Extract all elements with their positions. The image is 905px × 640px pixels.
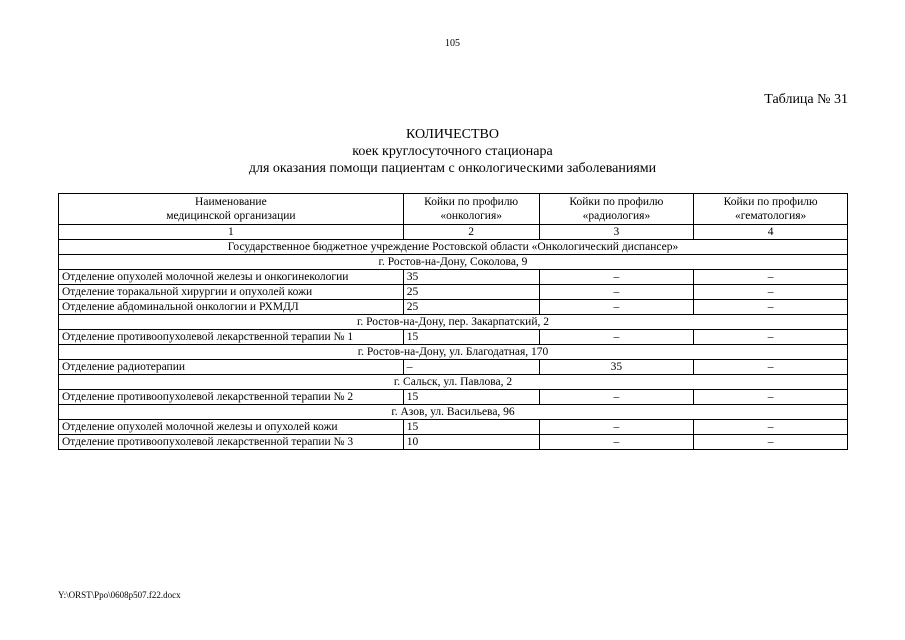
oncology-value: –	[403, 360, 539, 375]
table-row	[59, 435, 848, 450]
address-row	[59, 405, 848, 420]
address: г. Азов, ул. Васильева, 96	[59, 405, 848, 420]
table-label: Таблица № 31	[764, 92, 848, 107]
title-line-2: коек круглосуточного стационара	[352, 144, 553, 159]
oncology-value: 25	[403, 285, 539, 300]
organization-row	[59, 240, 848, 255]
hematology-value: –	[694, 270, 848, 285]
hematology-value: –	[694, 390, 848, 405]
radiology-value: –	[539, 330, 694, 345]
header-hematology-beds: Койки по профилю «гематология»	[694, 194, 848, 225]
hematology-value: –	[694, 420, 848, 435]
hematology-value: –	[694, 300, 848, 315]
hematology-value: –	[694, 330, 848, 345]
radiology-value: –	[539, 300, 694, 315]
header-radiology-beds: Койки по профилю «радиология»	[539, 194, 694, 225]
table-row	[59, 360, 848, 375]
table-row	[59, 420, 848, 435]
radiology-value: 35	[539, 360, 694, 375]
address-row	[59, 255, 848, 270]
radiology-value: –	[539, 285, 694, 300]
department-name: Отделение торакальной хирургии и опухолей кожи	[59, 285, 404, 300]
oncology-value: 15	[403, 390, 539, 405]
address: г. Ростов-на-Дону, ул. Благодатная, 170	[59, 345, 848, 360]
hematology-value: –	[694, 360, 848, 375]
document-title	[0, 126, 905, 177]
table-row	[59, 330, 848, 345]
department-name: Отделение абдоминальной онкологии и РХМДЛ	[59, 300, 404, 315]
hematology-value: –	[694, 285, 848, 300]
department-name: Отделение радиотерапии	[59, 360, 404, 375]
oncology-value: 15	[403, 330, 539, 345]
column-number-row	[59, 225, 848, 240]
table-row	[59, 270, 848, 285]
title-line-1: КОЛИЧЕСТВО	[406, 127, 499, 142]
beds-table	[58, 193, 848, 450]
department-name: Отделение опухолей молочной железы и онкогинекологии	[59, 270, 404, 285]
department-name: Отделение противоопухолевой лекарственной терапии № 1	[59, 330, 404, 345]
department-name: Отделение опухолей молочной железы и опухолей кожи	[59, 420, 404, 435]
radiology-value: –	[539, 435, 694, 450]
oncology-value: 15	[403, 420, 539, 435]
title-line-3: для оказания помощи пациентам с онкологическими заболеваниями	[248, 161, 657, 176]
table-row	[59, 300, 848, 315]
address-row	[59, 315, 848, 330]
file-path-footer: Y:\ORST\Ppo\0608p507.f22.docx	[58, 590, 181, 600]
address: г. Ростов-на-Дону, Соколова, 9	[59, 255, 848, 270]
radiology-value: –	[539, 390, 694, 405]
hematology-value: –	[694, 435, 848, 450]
header-oncology-beds: Койки по профилю «онкология»	[403, 194, 539, 225]
address-row	[59, 345, 848, 360]
oncology-value: 25	[403, 300, 539, 315]
radiology-value: –	[539, 270, 694, 285]
page-number: 105	[445, 38, 460, 49]
department-name: Отделение противоопухолевой лекарственной терапии № 2	[59, 390, 404, 405]
organization-name: Государственное бюджетное учреждение Ростовской области «Онкологический диспансер»	[59, 240, 848, 255]
column-number: 1	[59, 225, 404, 240]
oncology-value: 35	[403, 270, 539, 285]
table-row	[59, 285, 848, 300]
header-organization-name: Наименование медицинской организации	[59, 194, 404, 225]
address: г. Сальск, ул. Павлова, 2	[59, 375, 848, 390]
table-header-row	[59, 194, 848, 225]
column-number: 4	[694, 225, 848, 240]
oncology-value: 10	[403, 435, 539, 450]
table-row	[59, 390, 848, 405]
radiology-value: –	[539, 420, 694, 435]
address-row	[59, 375, 848, 390]
address: г. Ростов-на-Дону, пер. Закарпатский, 2	[59, 315, 848, 330]
column-number: 2	[403, 225, 539, 240]
column-number: 3	[539, 225, 694, 240]
department-name: Отделение противоопухолевой лекарственной терапии № 3	[59, 435, 404, 450]
